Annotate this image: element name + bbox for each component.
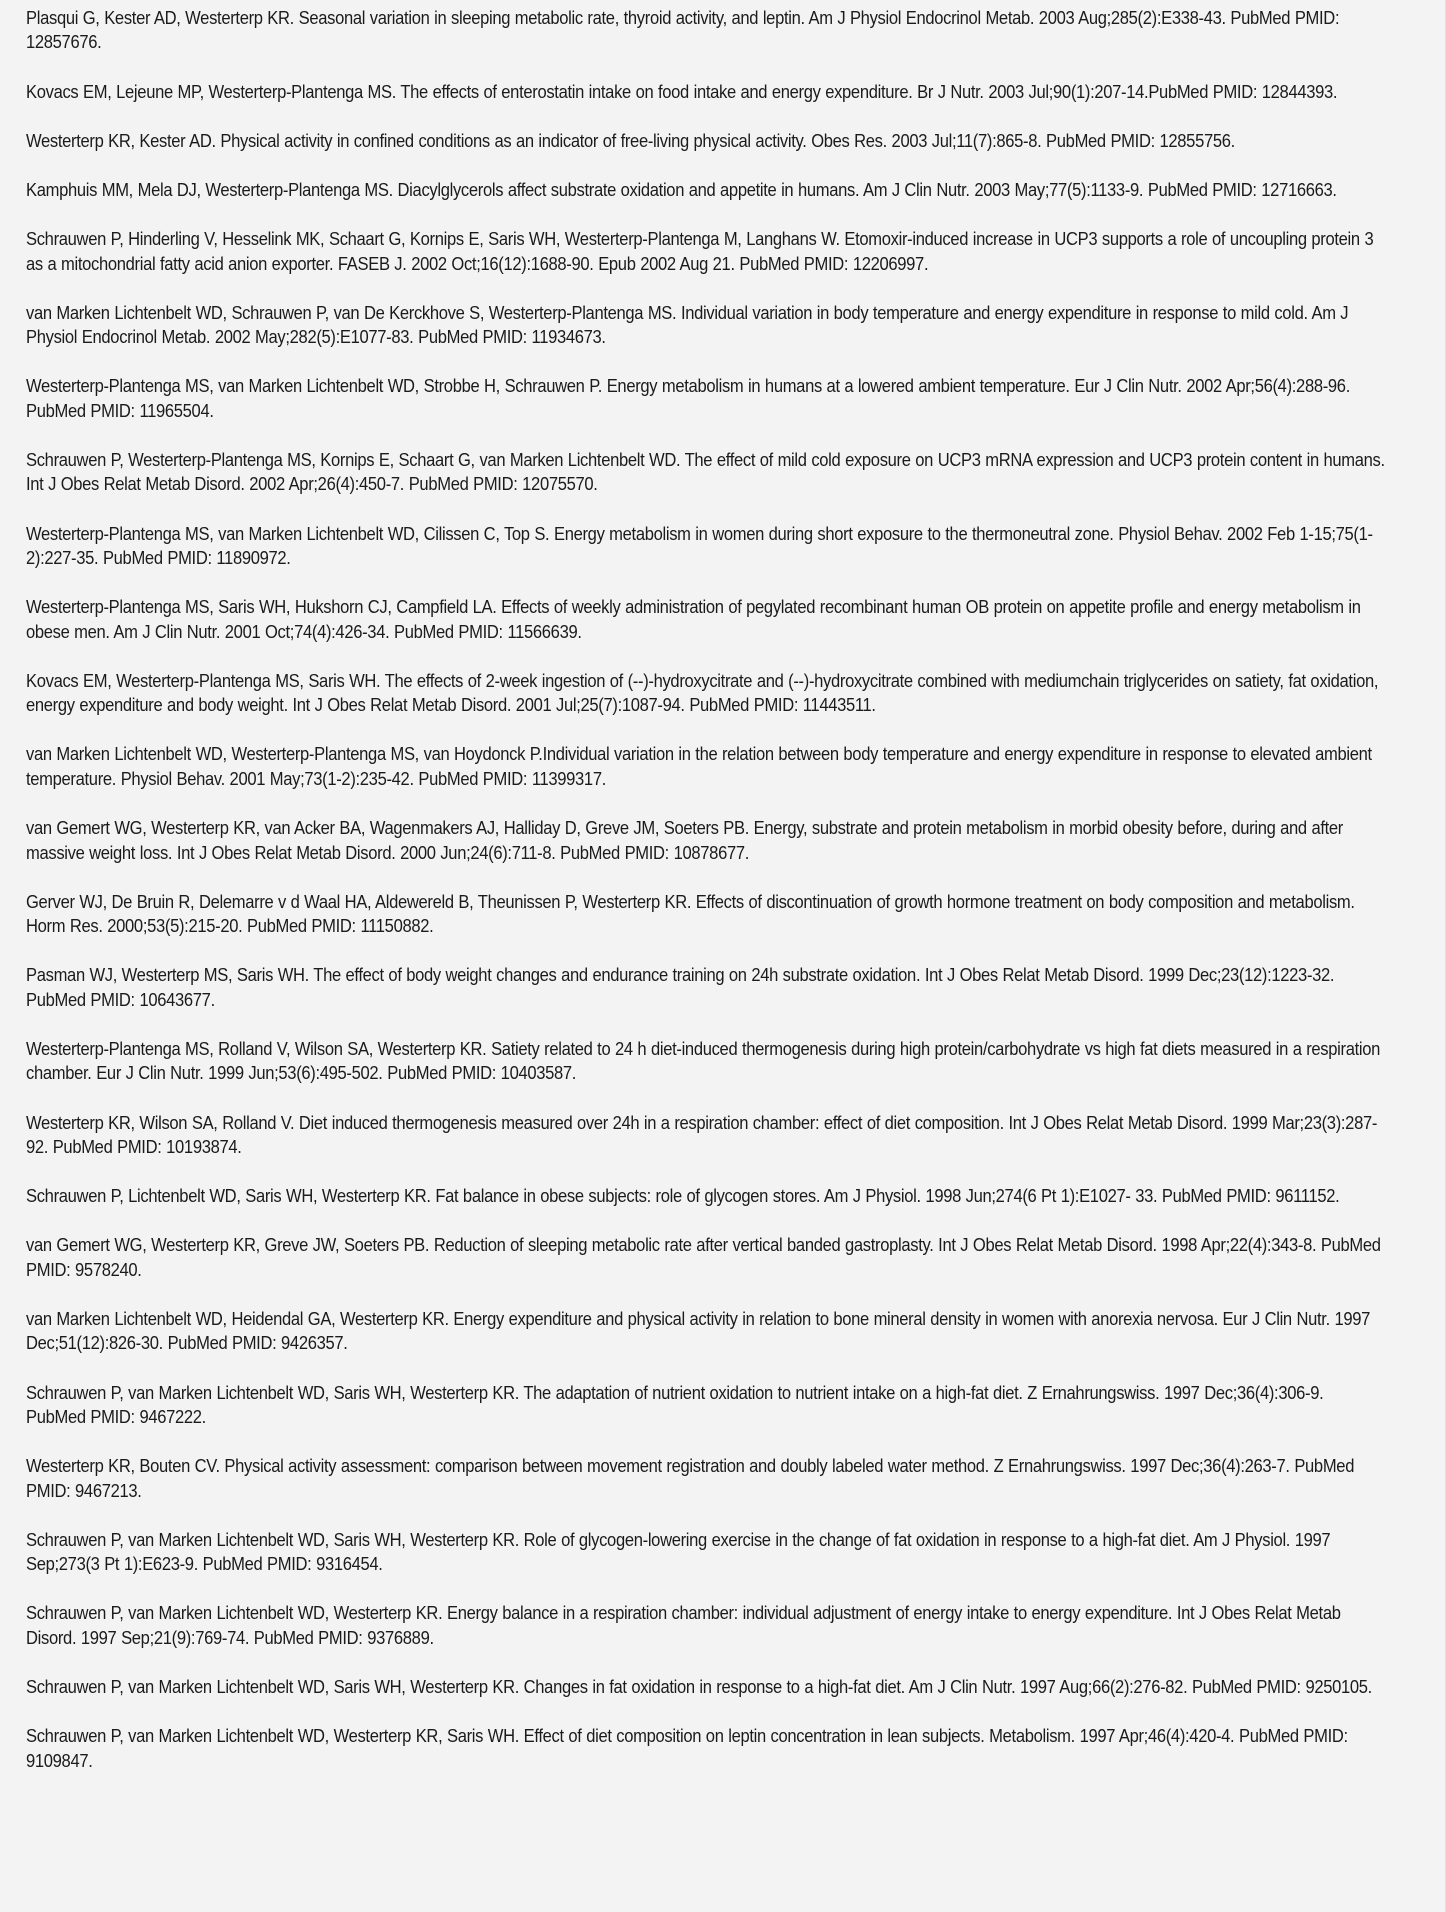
reference-item: van Gemert WG, Westerterp KR, Greve JW, Soeters PB. Reduction of sleeping metabolic rate after vertical banded gastroplasty. Int J Obes Relat Metab Disord. 1998 Apr;22(4):343-8. PubMed PMID: 9578240. <box>26 1234 1381 1280</box>
reference-list <box>26 6 1386 1798</box>
reference-item: van Marken Lichtenbelt WD, Westerterp-Plantenga MS, van Hoydonck P.Individual variation in the relation between body temperature and energy expenditure in response to elevated ambient temperature. Physiol Behav. 2001 May;73(1-2):235-42. PubMed PMID: 11399317. <box>26 743 1372 789</box>
reference-item: Schrauwen P, van Marken Lichtenbelt WD, Saris WH, Westerterp KR. The adaptation of nutrient oxidation to nutrient intake on a high-fat diet. Z Ernahrungswiss. 1997 Dec;36(4):306-9. PubMed PMID: 9467222. <box>26 1381 1324 1427</box>
reference-item: Westerterp-Plantenga MS, van Marken Lichtenbelt WD, Strobbe H, Schrauwen P. Energy metabolism in humans at a lowered ambient temperature. Eur J Clin Nutr. 2002 Apr;56(4):288-96. PubMed PMID: 11965504. <box>26 375 1350 421</box>
reference-item: Plasqui G, Kester AD, Westerterp KR. Seasonal variation in sleeping metabolic rate, thyroid activity, and leptin. Am J Physiol Endocrinol Metab. 2003 Aug;285(2):E338-43. PubMed PMID: 12857676. <box>26 7 1340 53</box>
reference-item: Gerver WJ, De Bruin R, Delemarre v d Waal HA, Aldewereld B, Theunissen P, Westerterp KR. Effects of discontinuation of growth hormone treatment on body composition and metabolism. Horm Res. 2000;53(5):215-20. PubMed PMID: 11150882. <box>26 890 1355 937</box>
reference-item: Westerterp-Plantenga MS, Rolland V, Wilson SA, Westerterp KR. Satiety related to 24 h diet-induced thermogenesis during high protein/carbohydrate vs high fat diets measured in a respiration chamber. Eur J Clin Nutr. 1999 Jun;53(6):495-502. PubMed PMID: 10403587. <box>26 1037 1381 1084</box>
reference-item: Westerterp KR, Bouten CV. Physical activity assessment: comparison between movement registration and doubly labeled water method. Z Ernahrungswiss. 1997 Dec;36(4):263-7. PubMed PMID: 9467213. <box>26 1455 1355 1501</box>
reference-item: Kovacs EM, Westerterp-Plantenga MS, Saris WH. The effects of 2-week ingestion of (--)-hydroxycitrate and (--)-hydroxycitrate combined with mediumchain triglycerides on satiety, fat oxidation, energy expenditure and body weight. Int J Obes Relat Metab Disord. 2001 Jul;25(7):1087-94. PubMed PMID: 11443511. <box>26 669 1379 716</box>
reference-item: van Marken Lichtenbelt WD, Schrauwen P, van De Kerckhove S, Westerterp-Plantenga MS. Individual variation in body temperature and energy expenditure in response to mild cold. Am J Physiol Endocrinol Metab. 2002 May;282(5):E1077-83. PubMed PMID: 11934673. <box>26 301 1349 348</box>
reference-item: Westerterp KR, Wilson SA, Rolland V. Diet induced thermogenesis measured over 24h in a respiration chamber: effect of diet composition. Int J Obes Relat Metab Disord. 1999 Mar;23(3):287-92. PubMed PMID: 10193874. <box>26 1111 1378 1157</box>
reference-item: Schrauwen P, Westerterp-Plantenga MS, Kornips E, Schaart G, van Marken Lichtenbelt WD. The effect of mild cold exposure on UCP3 mRNA expression and UCP3 protein content in humans. Int J Obes Relat Metab Disord. 2002 Apr;26(4):450-7. PubMed PMID: 12075570. <box>26 449 1385 495</box>
reference-item: van Marken Lichtenbelt WD, Heidendal GA, Westerterp KR. Energy expenditure and physical activity in relation to bone mineral density in women with anorexia nervosa. Eur J Clin Nutr. 1997 Dec;51(12):826-30. PubMed PMID: 9426357. <box>26 1307 1371 1354</box>
reference-item: Schrauwen P, van Marken Lichtenbelt WD, Saris WH, Westerterp KR. Changes in fat oxidation in response to a high-fat diet. Am J Clin Nutr. 1997 Aug;66(2):276-82. PubMed PMID: 9250105. <box>26 1676 1372 1697</box>
reference-item: Westerterp-Plantenga MS, Saris WH, Hukshorn CJ, Campfield LA. Effects of weekly administration of pegylated recombinant human OB protein on appetite profile and energy metabolism in obese men. Am J Clin Nutr. 2001 Oct;74(4):426-34. PubMed PMID: 11566639. <box>26 596 1361 642</box>
reference-item: van Gemert WG, Westerterp KR, van Acker BA, Wagenmakers AJ, Halliday D, Greve JM, Soeters PB. Energy, substrate and protein metabolism in morbid obesity before, during and after massive weight loss. Int J Obes Relat Metab Disord. 2000 Jun;24(6):711-8. PubMed PMID: 10878677. <box>26 817 1343 863</box>
reference-item: Schrauwen P, Hinderling V, Hesselink MK, Schaart G, Kornips E, Saris WH, Westerterp-Plantenga M, Langhans W. Etomoxir-induced increase in UCP3 supports a role of uncoupling protein 3 as a mitochondrial fatty acid anion exporter. FASEB J. 2002 Oct;16(12):1688-90. Epub 2002 Aug 21. PubMed PMID: 12206997. <box>26 228 1374 274</box>
reference-item: Schrauwen P, van Marken Lichtenbelt WD, Westerterp KR, Saris WH. Effect of diet composition on leptin concentration in lean subjects. Metabolism. 1997 Apr;46(4):420-4. PubMed PMID: 9109847. <box>26 1725 1348 1771</box>
reference-item: Kamphuis MM, Mela DJ, Westerterp-Plantenga MS. Diacylglycerols affect substrate oxidation and appetite in humans. Am J Clin Nutr. 2003 May;77(5):1133-9. PubMed PMID: 12716663. <box>26 179 1337 201</box>
reference-item: Westerterp-Plantenga MS, van Marken Lichtenbelt WD, Cilissen C, Top S. Energy metabolism in women during short exposure to the thermoneutral zone. Physiol Behav. 2002 Feb 1-15;75(1-2):227-35. PubMed PMID: 11890972. <box>26 522 1373 569</box>
reference-item: Pasman WJ, Westerterp MS, Saris WH. The effect of body weight changes and endurance training on 24h substrate oxidation. Int J Obes Relat Metab Disord. 1999 Dec;23(12):1223-32. PubMed PMID: 10643677. <box>26 964 1335 1010</box>
reference-item: Schrauwen P, van Marken Lichtenbelt WD, Westerterp KR. Energy balance in a respiration chamber: individual adjustment of energy intake to energy expenditure. Int J Obes Relat Metab Disord. 1997 Sep;21(9):769-74. PubMed PMID: 9376889. <box>26 1602 1341 1648</box>
reference-item: Kovacs EM, Lejeune MP, Westerterp-Plantenga MS. The effects of enterostatin intake on food intake and energy expenditure. Br J Nutr. 2003 Jul;90(1):207-14.PubMed PMID: 12844393. <box>26 80 1338 102</box>
reference-item: Westerterp KR, Kester AD. Physical activity in confined conditions as an indicator of free-living physical activity. Obes Res. 2003 Jul;11(7):865-8. PubMed PMID: 12855756. <box>26 129 1235 151</box>
reference-item: Schrauwen P, Lichtenbelt WD, Saris WH, Westerterp KR. Fat balance in obese subjects: role of glycogen stores. Am J Physiol. 1998 Jun;274(6 Pt 1):E1027- 33. PubMed PMID: 9611152. <box>26 1185 1340 1207</box>
reference-item: Schrauwen P, van Marken Lichtenbelt WD, Saris WH, Westerterp KR. Role of glycogen-lowering exercise in the change of fat oxidation in response to a high-fat diet. Am J Physiol. 1997 Sep;273(3 Pt 1):E623-9. PubMed PMID: 9316454. <box>26 1528 1331 1575</box>
